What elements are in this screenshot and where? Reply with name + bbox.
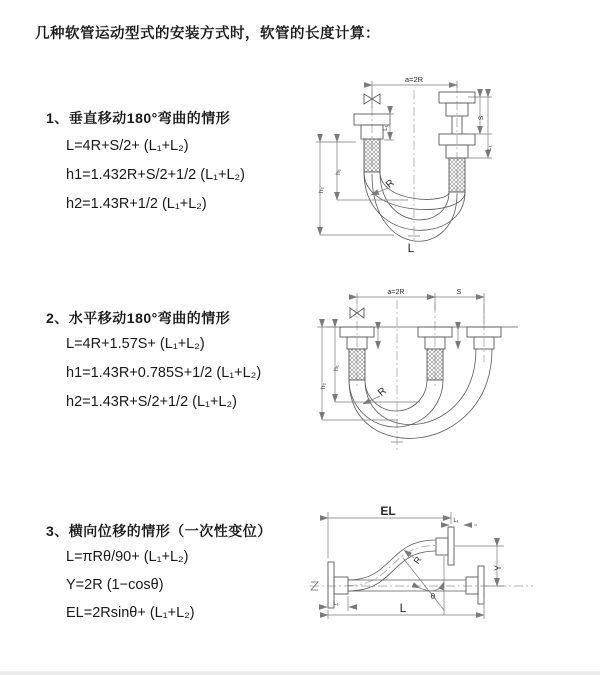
section-3-formula-L: L=πRθ/90+ (L₁+L₂) — [66, 549, 189, 565]
section-2-formula-h2: h2=1.43R+S/2+1/2 (L₁+L₂) — [66, 394, 237, 410]
length-label: L — [407, 241, 415, 255]
section-2-heading: 2、水平移动180°弯曲的情形 — [46, 310, 231, 326]
section-1-heading: 1、垂直移动180°弯曲的情形 — [46, 110, 231, 126]
right-flange-original — [466, 566, 484, 604]
dim-label-h2: h₂ — [320, 382, 327, 390]
dim-label-el: EL — [380, 504, 396, 518]
section-2-formula-L: L=4R+1.57S+ (L₁+L₂) — [66, 336, 205, 352]
dim-label-h2: h₂ — [318, 186, 325, 194]
section-3-heading: 3、横向位移的情形（一次性变位） — [46, 523, 272, 539]
dim-label-l1-top: L₁ — [453, 518, 459, 524]
section-3-formula-EL: EL=2Rsinθ+ (L₁+L₂) — [66, 605, 195, 621]
dim-label-a2r: a=2R — [404, 75, 424, 84]
dim-label-s: S — [456, 289, 462, 296]
right-flange-displaced — [436, 527, 454, 565]
dim-label-h1: h₁ — [333, 365, 340, 371]
section-1-formula-h1: h1=1.432R+S/2+1/2 (L₁+L₂) — [66, 167, 246, 183]
diagram-lateral-displacement — [298, 498, 600, 650]
dimension-lines — [316, 81, 492, 236]
theta-label: θ — [430, 592, 436, 601]
radius-label: R — [411, 554, 424, 566]
length-label: L — [399, 601, 407, 615]
diagram-vertical-180-bend — [312, 70, 600, 262]
dim-label-l1-left: L₁ — [383, 125, 389, 131]
dimension-lines — [319, 512, 504, 619]
straight-hose — [348, 580, 466, 591]
dim-label-s: S — [478, 115, 485, 121]
section-2-formula-h1: h1=1.43R+0.785S+1/2 (L₁+L₂) — [66, 365, 262, 381]
dim-label-l1-bottom: L₁ — [333, 601, 339, 607]
dim-label-y: Y — [493, 564, 503, 572]
diagram-horizontal-180-bend — [312, 282, 600, 467]
u-hose-curves — [349, 349, 492, 438]
centerlines — [357, 300, 484, 450]
dimension-lines — [317, 293, 484, 442]
left-fitting — [354, 114, 390, 172]
radius-label: R — [384, 177, 397, 191]
dim-label-l1-right: L₁ — [487, 145, 493, 151]
page-title: 几种软管运动型式的安装方式时，软管的长度计算： — [35, 26, 380, 42]
section-1-formula-L: L=4R+S/2+ (L₁+L₂) — [66, 138, 189, 154]
dim-label-h1: h₁ — [335, 169, 342, 175]
dim-label-a2r: a=2R — [387, 289, 405, 296]
radius-label: R — [376, 385, 389, 399]
section-1-formula-h2: h2=1.43R+1/2 (L₁+L₂) — [66, 196, 207, 212]
section-3-formula-Y: Y=2R (1−cosθ) — [66, 577, 164, 593]
page-bottom-edge — [0, 671, 600, 675]
theta-construction — [403, 556, 444, 615]
